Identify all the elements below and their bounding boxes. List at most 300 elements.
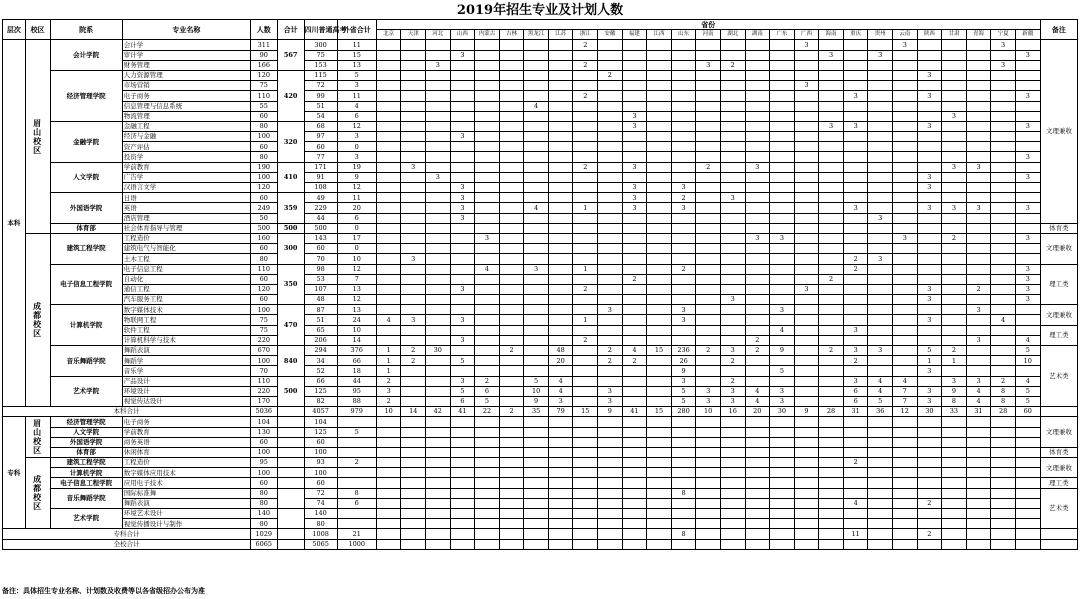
province-cell bbox=[770, 142, 795, 152]
province-cell bbox=[942, 50, 967, 60]
province-cell bbox=[548, 325, 573, 335]
province-cell bbox=[770, 468, 795, 478]
count-cell: 80 bbox=[250, 121, 277, 131]
province-cell bbox=[720, 488, 745, 498]
province-cell bbox=[942, 254, 967, 264]
province-cell bbox=[794, 132, 819, 142]
province-cell bbox=[942, 417, 967, 427]
province-cell bbox=[622, 223, 647, 233]
province-cell bbox=[893, 529, 918, 539]
province-cell bbox=[893, 254, 918, 264]
province-cell: 9 bbox=[598, 407, 623, 417]
table-row bbox=[3, 111, 1078, 121]
sichuan-cell: 54 bbox=[304, 111, 337, 121]
province-cell bbox=[475, 325, 500, 335]
province-cell: 3 bbox=[745, 162, 770, 172]
province-cell bbox=[622, 458, 647, 468]
province-cell bbox=[647, 468, 672, 478]
province-cell bbox=[671, 101, 696, 111]
province-cell bbox=[598, 132, 623, 142]
province-cell bbox=[819, 132, 844, 142]
province-cell bbox=[499, 60, 524, 70]
province-cell bbox=[573, 172, 598, 182]
province-cell bbox=[573, 498, 598, 508]
province-cell bbox=[991, 172, 1016, 182]
major-cell: 社会体育指导与管理 bbox=[122, 223, 250, 233]
province-cell bbox=[499, 325, 524, 335]
province-cell bbox=[893, 468, 918, 478]
count-cell: 55 bbox=[250, 101, 277, 111]
province-cell bbox=[893, 488, 918, 498]
province-cell bbox=[942, 264, 967, 274]
province-cell: 12 bbox=[893, 407, 918, 417]
province-cell: 10 bbox=[696, 407, 721, 417]
campus-cell: 眉山校区 bbox=[25, 417, 50, 458]
province-cell bbox=[770, 458, 795, 468]
province-cell bbox=[794, 305, 819, 315]
note-cell: 理工类 bbox=[1040, 478, 1077, 488]
subtotal-cell bbox=[277, 539, 304, 549]
count-cell: 60 bbox=[250, 111, 277, 121]
province-cell bbox=[499, 183, 524, 193]
province-cell bbox=[745, 60, 770, 70]
province-cell bbox=[1015, 519, 1040, 529]
province-cell bbox=[745, 478, 770, 488]
province-cell bbox=[745, 101, 770, 111]
count-cell: 249 bbox=[250, 203, 277, 213]
subtotal-cell bbox=[277, 427, 304, 437]
province-cell bbox=[893, 437, 918, 447]
province-cell bbox=[770, 254, 795, 264]
province-cell bbox=[942, 437, 967, 447]
province-cell bbox=[671, 498, 696, 508]
province-cell bbox=[548, 81, 573, 91]
province-cell bbox=[401, 488, 426, 498]
province-cell bbox=[671, 519, 696, 529]
province-cell bbox=[622, 325, 647, 335]
province-cell bbox=[401, 284, 426, 294]
province-cell bbox=[499, 519, 524, 529]
province-cell bbox=[647, 295, 672, 305]
subtotal-cell bbox=[277, 407, 304, 417]
subtotal-cell bbox=[277, 488, 304, 508]
table-row bbox=[3, 295, 1078, 305]
province-cell bbox=[966, 121, 991, 131]
province-cell bbox=[573, 509, 598, 519]
province-cell bbox=[573, 529, 598, 539]
major-cell: 音乐学 bbox=[122, 366, 250, 376]
sichuan-cell: 60 bbox=[304, 478, 337, 488]
province-cell bbox=[991, 468, 1016, 478]
province-cell bbox=[966, 295, 991, 305]
province-cell bbox=[450, 529, 475, 539]
province-cell bbox=[819, 509, 844, 519]
province-cell bbox=[991, 91, 1016, 101]
province-cell: 3 bbox=[770, 386, 795, 396]
province-cell bbox=[426, 498, 451, 508]
province-cell bbox=[843, 60, 868, 70]
province-cell bbox=[843, 50, 868, 60]
province-cell: 22 bbox=[475, 407, 500, 417]
province-cell bbox=[770, 478, 795, 488]
header-province: 新疆 bbox=[1015, 30, 1040, 40]
province-cell bbox=[548, 437, 573, 447]
header-major: 专业名称 bbox=[122, 20, 250, 40]
table-row bbox=[3, 60, 1078, 70]
province-cell bbox=[622, 519, 647, 529]
subtotal-cell: 320 bbox=[277, 121, 304, 162]
province-cell bbox=[991, 335, 1016, 345]
province-cell bbox=[942, 315, 967, 325]
count-cell: 220 bbox=[250, 335, 277, 345]
province-cell bbox=[647, 152, 672, 162]
sichuan-cell: 1008 bbox=[304, 529, 337, 539]
province-cell: 4 bbox=[843, 498, 868, 508]
dept-cell: 建筑工程学院 bbox=[50, 458, 122, 468]
province-cell bbox=[893, 70, 918, 80]
province-cell bbox=[720, 91, 745, 101]
province-cell bbox=[745, 356, 770, 366]
province-cell bbox=[475, 458, 500, 468]
major-cell: 日语 bbox=[122, 193, 250, 203]
province-cell bbox=[524, 91, 549, 101]
header-province: 宁夏 bbox=[991, 30, 1016, 40]
outside-cell: 20 bbox=[337, 203, 376, 213]
major-cell: 休闲体育 bbox=[122, 447, 250, 457]
province-cell: 20 bbox=[745, 407, 770, 417]
province-cell bbox=[770, 193, 795, 203]
province-cell: 6 bbox=[843, 396, 868, 406]
table-row bbox=[3, 183, 1078, 193]
table-row bbox=[3, 193, 1078, 203]
province-cell: 2 bbox=[745, 335, 770, 345]
province-cell bbox=[499, 152, 524, 162]
province-cell bbox=[819, 519, 844, 529]
province-cell bbox=[745, 111, 770, 121]
province-cell bbox=[745, 305, 770, 315]
province-cell: 5 bbox=[1015, 346, 1040, 356]
major-cell: 电子商务 bbox=[122, 417, 250, 427]
province-cell bbox=[622, 81, 647, 91]
province-cell bbox=[426, 183, 451, 193]
dept-cell: 金融学院 bbox=[50, 121, 122, 162]
major-cell: 财务管理 bbox=[122, 60, 250, 70]
province-cell bbox=[401, 172, 426, 182]
province-cell bbox=[426, 488, 451, 498]
province-cell bbox=[696, 244, 721, 254]
count-cell: 6065 bbox=[250, 539, 277, 549]
province-cell bbox=[1015, 244, 1040, 254]
note-cell: 理工类 bbox=[1040, 325, 1077, 345]
province-cell bbox=[598, 315, 623, 325]
province-cell bbox=[622, 213, 647, 223]
dept-cell: 建筑工程学院 bbox=[50, 233, 122, 264]
province-cell bbox=[794, 427, 819, 437]
province-cell bbox=[426, 447, 451, 457]
province-cell bbox=[426, 40, 451, 50]
province-cell bbox=[696, 284, 721, 294]
province-cell: 3 bbox=[991, 60, 1016, 70]
note-cell: 艺术类 bbox=[1040, 488, 1077, 529]
major-cell: 软件工程 bbox=[122, 325, 250, 335]
province-cell bbox=[696, 132, 721, 142]
province-cell bbox=[548, 254, 573, 264]
province-cell bbox=[450, 427, 475, 437]
table-row bbox=[3, 101, 1078, 111]
province-cell bbox=[573, 142, 598, 152]
major-cell: 通信工程 bbox=[122, 284, 250, 294]
province-cell bbox=[524, 50, 549, 60]
major-cell: 舞蹈表演 bbox=[122, 498, 250, 508]
province-cell bbox=[598, 335, 623, 345]
province-cell bbox=[475, 172, 500, 182]
province-cell bbox=[426, 325, 451, 335]
province-cell bbox=[745, 509, 770, 519]
province-cell bbox=[893, 264, 918, 274]
subtotal-cell: 567 bbox=[277, 40, 304, 71]
province-cell: 28 bbox=[991, 407, 1016, 417]
table-row bbox=[3, 427, 1078, 437]
province-cell: 2 bbox=[696, 162, 721, 172]
province-cell bbox=[745, 366, 770, 376]
province-cell bbox=[893, 366, 918, 376]
major-cell: 酒店管理 bbox=[122, 213, 250, 223]
province-cell bbox=[401, 437, 426, 447]
province-cell bbox=[376, 172, 401, 182]
province-cell bbox=[868, 274, 893, 284]
province-cell bbox=[622, 254, 647, 264]
province-cell bbox=[819, 284, 844, 294]
province-cell bbox=[745, 427, 770, 437]
province-cell bbox=[499, 488, 524, 498]
province-cell bbox=[450, 81, 475, 91]
header-province: 福建 bbox=[622, 30, 647, 40]
province-cell: 9 bbox=[671, 366, 696, 376]
province-cell bbox=[819, 427, 844, 437]
province-cell bbox=[426, 101, 451, 111]
province-cell bbox=[401, 132, 426, 142]
province-cell bbox=[843, 427, 868, 437]
province-cell: 3 bbox=[770, 396, 795, 406]
sichuan-cell: 74 bbox=[304, 498, 337, 508]
province-cell bbox=[966, 274, 991, 284]
province-cell bbox=[696, 437, 721, 447]
province-cell bbox=[893, 244, 918, 254]
province-cell bbox=[376, 121, 401, 131]
province-cell bbox=[696, 295, 721, 305]
outside-cell: 0 bbox=[337, 142, 376, 152]
province-cell bbox=[794, 193, 819, 203]
count-cell: 60 bbox=[250, 437, 277, 447]
province-cell bbox=[745, 223, 770, 233]
dept-cell: 计算机学院 bbox=[50, 468, 122, 478]
outside-cell: 376 bbox=[337, 346, 376, 356]
province-cell bbox=[991, 356, 1016, 366]
province-cell bbox=[401, 111, 426, 121]
province-cell bbox=[843, 437, 868, 447]
province-cell bbox=[696, 498, 721, 508]
province-cell bbox=[426, 111, 451, 121]
province-cell bbox=[671, 142, 696, 152]
province-cell bbox=[647, 529, 672, 539]
province-cell bbox=[745, 50, 770, 60]
province-cell bbox=[475, 274, 500, 284]
province-cell bbox=[647, 519, 672, 529]
province-cell bbox=[573, 488, 598, 498]
major-cell: 学前教育 bbox=[122, 162, 250, 172]
province-cell bbox=[524, 447, 549, 457]
province-cell bbox=[819, 478, 844, 488]
province-cell bbox=[819, 458, 844, 468]
header-province: 山西 bbox=[450, 30, 475, 40]
province-cell bbox=[426, 142, 451, 152]
province-cell bbox=[426, 50, 451, 60]
province-cell: 3 bbox=[819, 50, 844, 60]
province-cell bbox=[942, 132, 967, 142]
province-cell bbox=[647, 396, 672, 406]
province-cell bbox=[770, 417, 795, 427]
province-cell bbox=[991, 203, 1016, 213]
province-cell bbox=[622, 70, 647, 80]
province-cell: 2 bbox=[942, 346, 967, 356]
province-cell bbox=[770, 91, 795, 101]
province-cell bbox=[475, 295, 500, 305]
province-cell bbox=[942, 447, 967, 457]
province-cell bbox=[622, 295, 647, 305]
header-provinces: 省份 bbox=[376, 20, 1040, 30]
province-cell bbox=[942, 172, 967, 182]
major-cell: 电子信息工程 bbox=[122, 264, 250, 274]
province-cell bbox=[622, 40, 647, 50]
province-cell: 2 bbox=[745, 346, 770, 356]
major-cell: 审计学 bbox=[122, 50, 250, 60]
major-cell: 工程造价 bbox=[122, 233, 250, 243]
province-cell: 60 bbox=[1015, 407, 1040, 417]
major-cell: 汽车服务工程 bbox=[122, 295, 250, 305]
province-cell bbox=[819, 488, 844, 498]
province-cell bbox=[499, 193, 524, 203]
sichuan-cell: 98 bbox=[304, 264, 337, 274]
note-cell: 理工类 bbox=[1040, 264, 1077, 305]
province-cell bbox=[450, 233, 475, 243]
province-cell bbox=[917, 50, 942, 60]
table-row bbox=[3, 376, 1078, 386]
province-cell bbox=[819, 539, 844, 549]
province-cell bbox=[696, 417, 721, 427]
province-cell bbox=[893, 305, 918, 315]
table-row bbox=[3, 142, 1078, 152]
province-cell bbox=[745, 325, 770, 335]
province-cell bbox=[917, 81, 942, 91]
province-cell: 3 bbox=[426, 60, 451, 70]
province-cell bbox=[966, 468, 991, 478]
province-cell: 8 bbox=[991, 386, 1016, 396]
province-cell bbox=[991, 284, 1016, 294]
province-cell bbox=[720, 427, 745, 437]
major-cell: 环境设计 bbox=[122, 386, 250, 396]
outside-cell: 1000 bbox=[337, 539, 376, 549]
province-cell: 4 bbox=[745, 386, 770, 396]
province-cell bbox=[794, 447, 819, 457]
province-cell bbox=[917, 60, 942, 70]
province-cell bbox=[548, 427, 573, 437]
province-cell bbox=[868, 244, 893, 254]
sichuan-cell: 44 bbox=[304, 213, 337, 223]
province-cell bbox=[991, 101, 1016, 111]
province-cell bbox=[426, 223, 451, 233]
province-cell bbox=[376, 142, 401, 152]
province-cell bbox=[819, 111, 844, 121]
province-cell: 3 bbox=[917, 70, 942, 80]
province-cell bbox=[893, 121, 918, 131]
province-cell bbox=[622, 142, 647, 152]
outside-cell: 5 bbox=[337, 427, 376, 437]
province-cell: 10 bbox=[524, 386, 549, 396]
sichuan-cell: 70 bbox=[304, 254, 337, 264]
footnote: 备注：具体招生专业名称、计划数及收费等以各省级招办公布为准 bbox=[2, 587, 205, 595]
province-cell bbox=[917, 325, 942, 335]
province-cell bbox=[622, 91, 647, 101]
province-cell: 3 bbox=[450, 335, 475, 345]
province-cell bbox=[622, 468, 647, 478]
note-cell: 文理兼收 bbox=[1040, 233, 1077, 264]
province-cell bbox=[966, 183, 991, 193]
province-cell bbox=[966, 366, 991, 376]
province-cell bbox=[696, 152, 721, 162]
province-cell: 5 bbox=[524, 376, 549, 386]
province-cell bbox=[376, 305, 401, 315]
province-cell bbox=[622, 417, 647, 427]
province-cell bbox=[745, 172, 770, 182]
province-cell bbox=[770, 488, 795, 498]
province-cell bbox=[475, 91, 500, 101]
outside-cell: 17 bbox=[337, 233, 376, 243]
province-cell bbox=[376, 427, 401, 437]
province-cell bbox=[450, 142, 475, 152]
outside-cell bbox=[337, 437, 376, 447]
table-row bbox=[3, 519, 1078, 529]
province-cell bbox=[966, 60, 991, 70]
province-cell bbox=[376, 488, 401, 498]
province-cell: 3 bbox=[598, 305, 623, 315]
province-cell bbox=[524, 162, 549, 172]
dept-cell: 计算机学院 bbox=[50, 305, 122, 346]
header-province: 湖南 bbox=[745, 30, 770, 40]
dept-cell: 经济管理学院 bbox=[50, 417, 122, 427]
province-cell bbox=[524, 172, 549, 182]
summary-row bbox=[3, 529, 1078, 539]
province-cell bbox=[893, 539, 918, 549]
outside-cell: 95 bbox=[337, 386, 376, 396]
province-cell bbox=[548, 335, 573, 345]
province-cell: 5 bbox=[671, 396, 696, 406]
province-cell bbox=[647, 244, 672, 254]
province-cell bbox=[671, 478, 696, 488]
province-cell bbox=[794, 519, 819, 529]
province-cell bbox=[671, 539, 696, 549]
province-cell: 2 bbox=[720, 376, 745, 386]
province-cell: 1 bbox=[573, 264, 598, 274]
note-cell: 文理兼收 bbox=[1040, 458, 1077, 478]
province-cell: 3 bbox=[720, 396, 745, 406]
province-cell bbox=[499, 244, 524, 254]
province-cell bbox=[720, 305, 745, 315]
outside-cell: 15 bbox=[337, 50, 376, 60]
province-cell bbox=[868, 305, 893, 315]
province-cell bbox=[598, 60, 623, 70]
province-cell bbox=[671, 437, 696, 447]
province-cell bbox=[647, 142, 672, 152]
